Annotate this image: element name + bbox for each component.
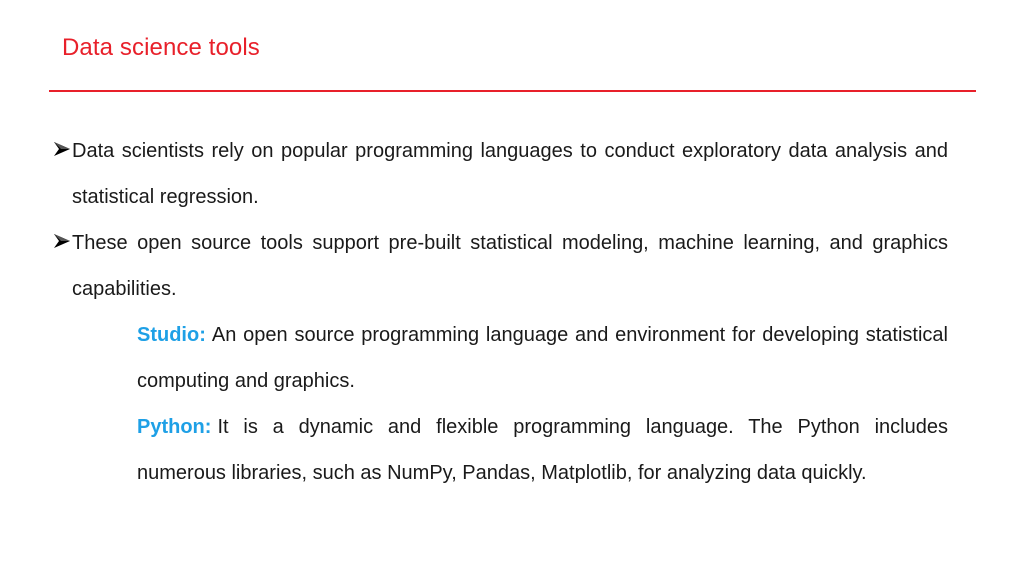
- definition-text: An open source programming language and environment for developing statistical computing and graphics.: [137, 324, 948, 392]
- bullet-text: Data scientists rely on popular programming languages to conduct exploratory data analysis and statistical regression.: [72, 140, 948, 208]
- arrow-bullet-icon: [52, 139, 72, 159]
- definition-item: [137, 312, 948, 404]
- definition-term: Python:: [137, 416, 212, 438]
- bullet-item: [50, 220, 948, 312]
- definition-item: [137, 404, 948, 496]
- arrow-bullet-icon: [52, 231, 72, 251]
- bullet-text: These open source tools support pre-built statistical modeling, machine learning, and graphics capabilities.: [72, 232, 948, 300]
- title-divider: [49, 90, 976, 92]
- bullet-list: [50, 128, 948, 496]
- slide-title: Data science tools: [62, 34, 260, 61]
- bullet-item: [50, 128, 948, 220]
- definition-term: Studio:: [137, 324, 206, 346]
- definition-text: It is a dynamic and flexible programming language. The Python includes numerous libraries, such as NumPy, Pandas, Matplotlib, for analyzing data quickly.: [137, 416, 948, 484]
